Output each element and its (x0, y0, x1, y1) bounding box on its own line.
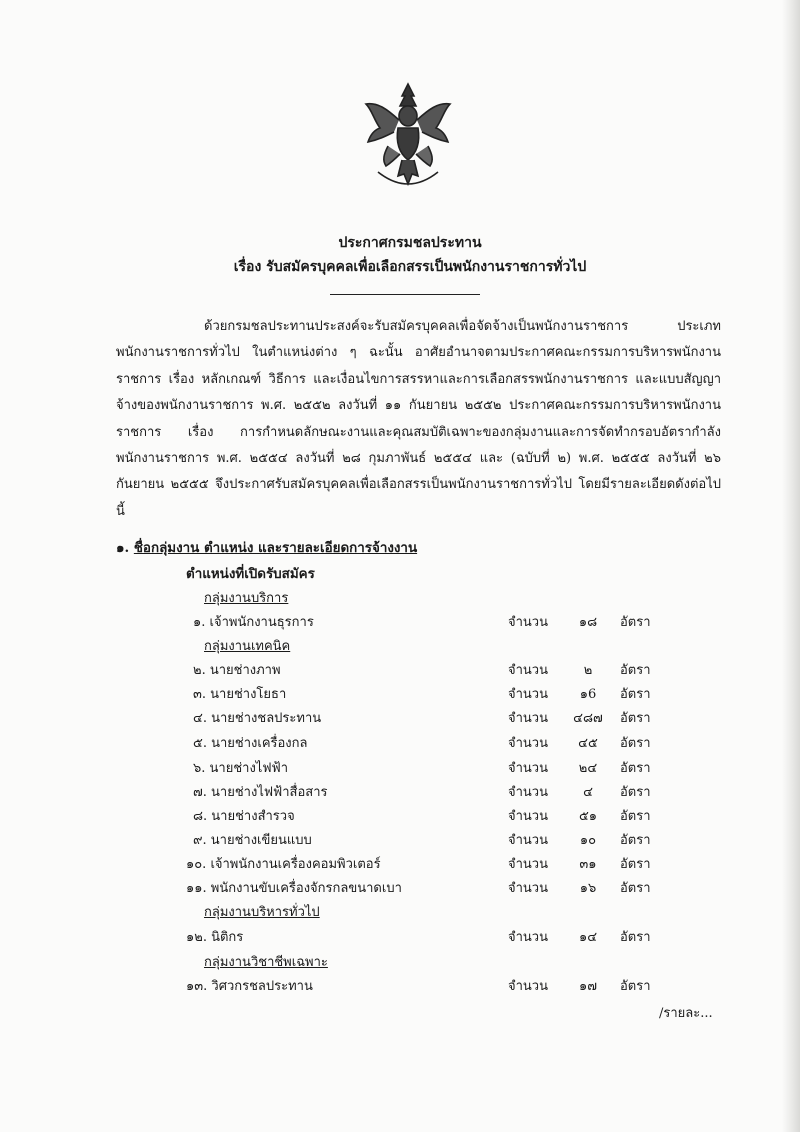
position-count: ๓๑ (579, 857, 597, 872)
position-count: ๑๖ (579, 881, 597, 896)
position-row (0, 613, 800, 633)
position-count: ๑๐ (579, 833, 597, 848)
position-count: ๑๔ (578, 930, 598, 945)
count-label: จำนวน (508, 881, 548, 896)
position-name: ๒. นายช่างภาพ (193, 663, 281, 678)
garuda-emblem-icon (358, 80, 458, 188)
count-label: จำนวน (508, 687, 548, 702)
position-name: ๖. นายช่างไฟฟ้า (193, 761, 289, 776)
count-label: จำนวน (508, 663, 548, 678)
page-edge-shadow (782, 0, 800, 1132)
group-general-admin: กลุ่มงานบริหารทั่วไป (204, 905, 320, 920)
count-unit: อัตรา (620, 833, 651, 848)
position-row (0, 759, 800, 779)
count-label: จำนวน (508, 761, 548, 776)
count-unit: อัตรา (620, 785, 651, 800)
position-count: ๕๑ (578, 809, 598, 824)
group-technical: กลุ่มงานเทคนิค (204, 639, 291, 654)
count-unit: อัตรา (620, 881, 651, 896)
position-name: ๔. นายช่างชลประทาน (193, 711, 322, 726)
count-label: จำนวน (508, 857, 548, 872)
count-label: จำนวน (508, 930, 548, 945)
position-row (0, 855, 800, 875)
position-count: ๔๕ (578, 736, 598, 751)
section-number: ๑. (116, 540, 130, 556)
position-count: ๑๗ (578, 979, 598, 994)
section-heading (116, 538, 417, 558)
position-row (0, 831, 800, 851)
count-unit: อัตรา (620, 711, 651, 726)
intro-text: ด้วยกรมชลประทานประสงค์จะรับสมัครบุคคลเพื่อจัดจ้างเป็นพนักงานราชการ ประเภทพนักงานราชการทั่วไป ในตำแหน่งต่าง ๆ ฉะนั้น อาศัยอำนาจตามประกาศคณะกรรมการบริหารพนักงานราชการ เรื่อง หลักเกณฑ์ วิธีการ และเงื่อนไขการสรรหาและการเลือกสรรพนักงานราชการ และแบบสัญญาจ้างของพนักงานราชการ พ.ศ. ๒๕๕๒ ลงวันที่ ๑๑ กันยายน ๒๕๕๒ ประกาศคณะกรรมการบริหารพนักงานราชการ เรื่อง การกำหนดลักษณะงานและคุณสมบัติเฉพาะของกลุ่มงานและการจัดทำกรอบอัตรากำลังพนักงานราชการ พ.ศ. ๒๕๕๔ ลงวันที่ ๒๘ กุมภาพันธ์ ๒๕๕๔ และ (ฉบับที่ ๒) พ.ศ. ๒๕๕๕ ลงวันที่ ๒๖ กันยายน ๒๕๕๕ จึงประกาศรับสมัครบุคคลเพื่อเลือกสรรเป็นพนักงานราชการทั่วไป โดยมีรายละเอียดดังต่อไปนี้ (116, 319, 721, 519)
position-row (0, 783, 800, 803)
count-label: จำนวน (508, 615, 548, 630)
count-unit: อัตรา (620, 615, 651, 630)
title-divider (330, 294, 480, 295)
continued-marker: /รายละ... (659, 1006, 713, 1021)
group-service: กลุ่มงานบริการ (204, 591, 289, 606)
count-unit: อัตรา (620, 761, 651, 776)
position-row (0, 879, 800, 899)
position-name: ๑. เจ้าพนักงานธุรการ (193, 615, 314, 630)
position-count: ๒๔ (578, 761, 598, 776)
count-label: จำนวน (508, 833, 548, 848)
position-row (0, 734, 800, 754)
position-name: ๑๒. นิติกร (186, 930, 244, 945)
count-label: จำนวน (508, 785, 548, 800)
position-name: ๑๑. พนักงานขับเครื่องจักรกลขนาดเบา (186, 881, 402, 896)
position-row (0, 928, 800, 948)
position-row (0, 807, 800, 827)
intro-paragraph (116, 314, 721, 525)
count-unit: อัตรา (620, 857, 651, 872)
position-name: ๗. นายช่างไฟฟ้าสื่อสาร (193, 785, 328, 800)
count-unit: อัตรา (620, 809, 651, 824)
position-name: ๕. นายช่างเครื่องกล (193, 736, 308, 751)
count-unit: อัตรา (620, 979, 651, 994)
count-unit: อัตรา (620, 930, 651, 945)
position-row (0, 709, 800, 729)
position-name: ๘. นายช่างสำรวจ (193, 809, 295, 824)
position-row (0, 661, 800, 681)
position-row (0, 685, 800, 705)
position-count: ๒ (583, 663, 593, 678)
count-label: จำนวน (508, 979, 548, 994)
count-unit: อัตรา (620, 663, 651, 678)
count-label: จำนวน (508, 809, 548, 824)
count-unit: อัตรา (620, 687, 651, 702)
open-positions-heading: ตำแหน่งที่เปิดรับสมัคร (186, 566, 315, 582)
section-title: ชื่อกลุ่มงาน ตำแหน่ง และรายละเอียดการจ้างงาน (133, 540, 418, 556)
announcement-title: ประกาศกรมชลประทาน (338, 235, 482, 251)
position-count: ๔๘๗ (573, 711, 603, 726)
count-label: จำนวน (508, 736, 548, 751)
position-name: ๑๐. เจ้าพนักงานเครื่องคอมพิวเตอร์ (186, 857, 381, 872)
position-row (0, 977, 800, 997)
count-label: จำนวน (508, 711, 548, 726)
position-name: ๑๓. วิศวกรชลประทาน (186, 979, 313, 994)
announcement-subject: เรื่อง รับสมัครบุคคลเพื่อเลือกสรรเป็นพนักงานราชการทั่วไป (233, 259, 587, 275)
position-count: ๑6 (579, 687, 597, 702)
position-name: ๓. นายช่างโยธา (193, 687, 287, 702)
group-professional: กลุ่มงานวิชาชีพเฉพาะ (204, 955, 328, 970)
count-unit: อัตรา (620, 736, 651, 751)
position-count: ๔ (583, 785, 593, 800)
position-count: ๑๘ (578, 615, 598, 630)
position-name: ๙. นายช่างเขียนแบบ (193, 833, 312, 848)
